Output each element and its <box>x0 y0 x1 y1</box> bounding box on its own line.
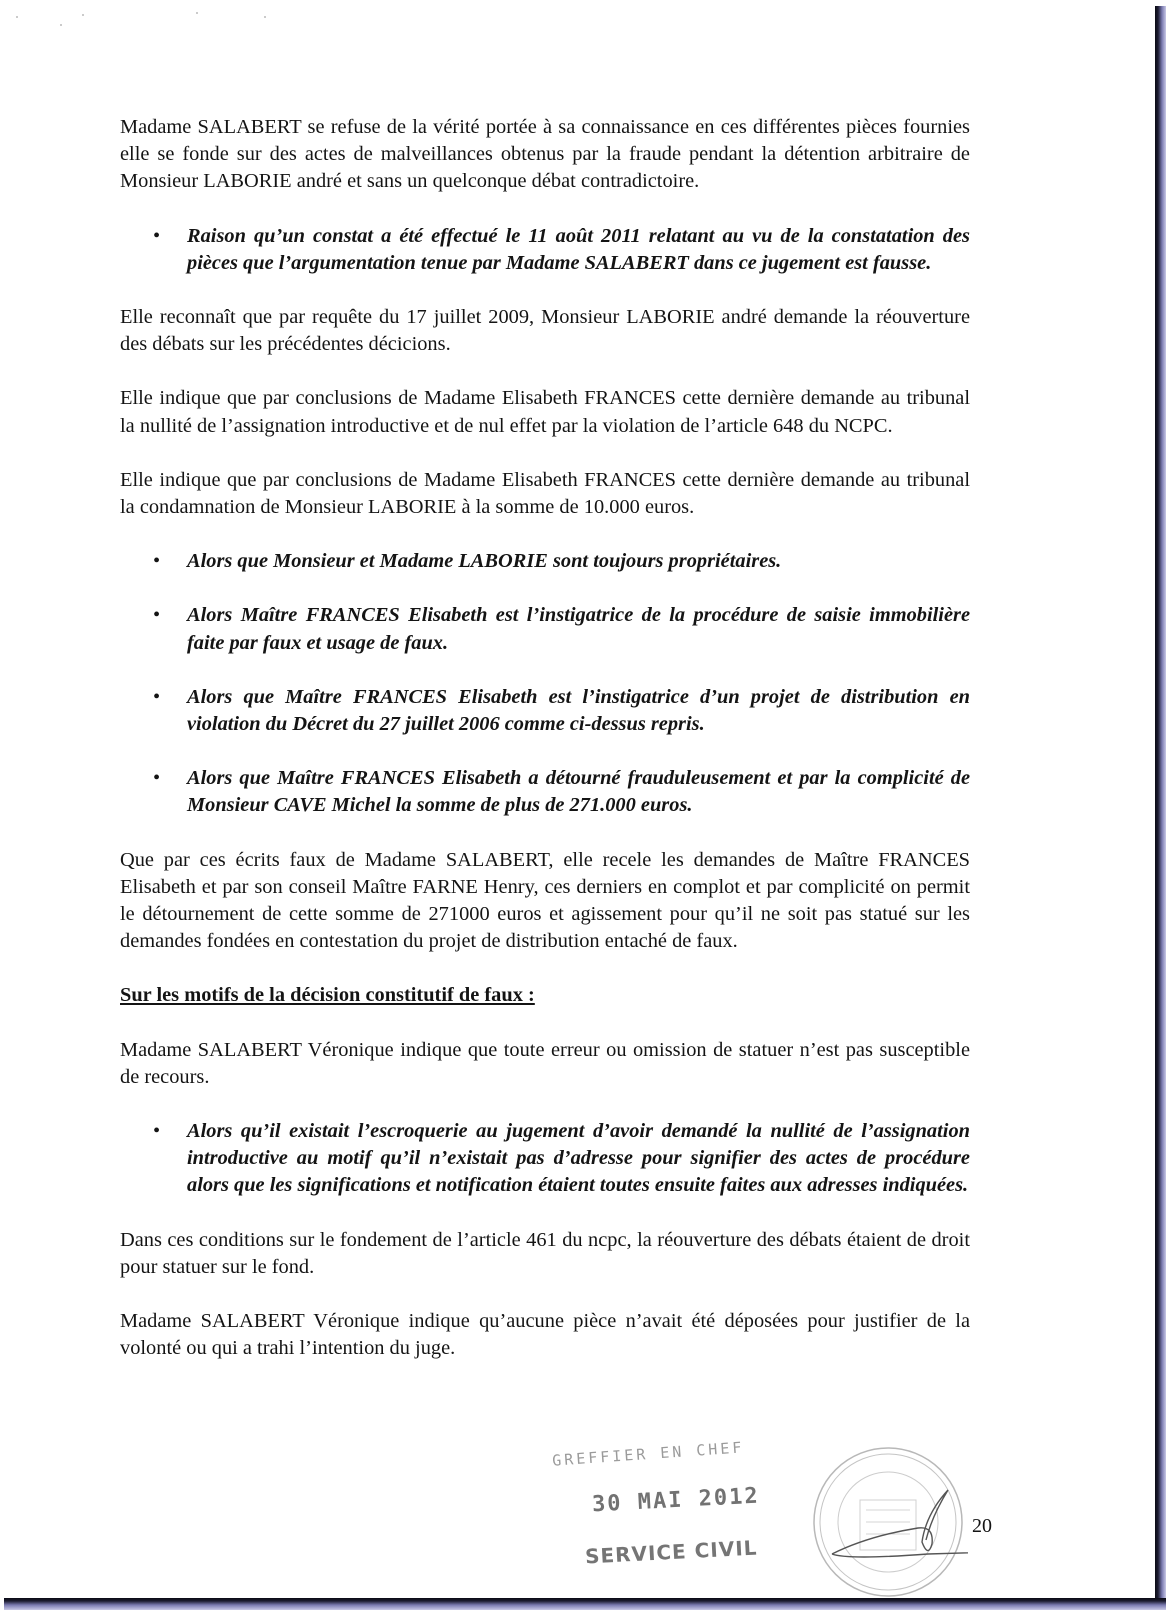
page-number: 20 <box>972 1515 992 1537</box>
bullet-text: Alors Maître FRANCES Elisabeth est l’instigatrice de la procédure de saisie immobilière faite par faux et usage de faux. <box>187 604 970 654</box>
scan-speck <box>196 12 198 14</box>
paragraph-conclusions-nullite: Elle indique que par conclusions de Madame Elisabeth FRANCES cette dernière demande au tribunal la nullité de l’assignation introductive et de nul effet par la violation de l’article 648 du NCPC. <box>120 387 970 437</box>
bullet-icon: • <box>153 767 161 790</box>
stamp-greffier-en-chef: GREFFIER EN CHEF <box>551 1438 745 1470</box>
bullet-item <box>120 548 970 575</box>
bullet-item <box>120 765 970 819</box>
section-heading-motifs: Sur les motifs de la décision constitutif de faux : <box>120 984 535 1007</box>
bullet-item <box>120 223 970 277</box>
bullet-list-alors <box>120 548 970 819</box>
scan-speck <box>16 16 18 18</box>
paragraph-salabert-refus: Madame SALABERT se refuse de la vérité portée à sa connaissance en ces différentes pièces fournies elle se fonde sur des actes de malveillances obtenus par la fraude pendant la détention arbitraire de Monsieur LABORIE andré et sans un quelconque débat contradictoire. <box>120 116 970 193</box>
bullet-icon: • <box>153 685 161 708</box>
stamp-date: 30 MAI 2012 <box>591 1483 761 1518</box>
paragraph-ecrits-faux: Que par ces écrits faux de Madame SALABERT, elle recele les demandes de Maître FRANCES Elisabeth et par son conseil Maître FARNE Henry, ces derniers en complot et par complicité on permit le détournement de cette somme de 271000 euros et agissement pour qu’il ne soit pas statué sur les demandes fondées en contestation du projet de distribution entaché de faux. <box>120 848 970 953</box>
bullet-text: Alors que Maître FRANCES Elisabeth est l’instigatrice d’un projet de distribution en violation du Décret du 27 juillet 2006 comme ci-dessus repris. <box>187 685 970 736</box>
scan-speck <box>82 14 84 16</box>
bullet-item <box>120 1118 970 1200</box>
bullet-icon: • <box>153 224 161 247</box>
stamp-service-civil: SERVICE CIVIL <box>584 1535 758 1569</box>
bullet-list-escroquerie <box>120 1118 970 1200</box>
document-body <box>120 114 970 1390</box>
scan-speck <box>60 24 62 26</box>
paragraph-conclusions-condamnation: Elle indique que par conclusions de Madame Elisabeth FRANCES cette dernière demande au tribunal la condamnation de Monsieur LABORIE à la somme de 10.000 euros. <box>120 468 970 519</box>
bullet-icon: • <box>153 604 161 627</box>
paragraph-erreur-omission: Madame SALABERT Véronique indique que toute erreur ou omission de statuer n’est pas susceptible de recours. <box>120 1038 970 1088</box>
paragraph-aucune-piece: Madame SALABERT Véronique indique qu’aucune pièce n’avait été déposées pour justifier de la volonté ou qui a trahi l’intention du juge. <box>120 1310 970 1360</box>
bullet-list-constat <box>120 223 970 277</box>
bullet-text: Alors qu’il existait l’escroquerie au jugement d’avoir demandé la nullité de l’assignation introductive au motif qu’il n’existait pas d’adresse pour signifier des actes de procédure alors que les significations et notification étaient toutes ensuite faites aux adresses indiquées. <box>187 1120 970 1197</box>
paragraph-article-461: Dans ces conditions sur le fondement de l’article 461 du ncpc, la réouverture des débats étaient de droit pour statuer sur le fond. <box>120 1228 970 1278</box>
bullet-text: Alors que Maître FRANCES Elisabeth a détourné frauduleusement et par la complicité de Monsieur CAVE Michel la somme de plus de 271.000 euros. <box>187 767 970 817</box>
bullet-item <box>120 684 970 738</box>
bullet-item <box>120 602 970 656</box>
bullet-text: Alors que Monsieur et Madame LABORIE sont toujours propriétaires. <box>187 550 782 573</box>
court-seal-icon <box>808 1440 968 1600</box>
bullet-text: Raison qu’un constat a été effectué le 11 août 2011 relatant au vu de la constatation des pièces que l’argumentation tenue par Madame SALABERT dans ce jugement est fausse. <box>187 224 970 274</box>
scan-speck <box>264 16 266 18</box>
paragraph-requete: Elle reconnaît que par requête du 17 juillet 2009, Monsieur LABORIE andré demande la réouverture des débats sur les précédentes décicions. <box>120 306 970 356</box>
page-shadow-right <box>1155 6 1166 1610</box>
bullet-icon: • <box>153 550 161 573</box>
bullet-icon: • <box>153 1120 161 1143</box>
page-shadow-bottom <box>4 1598 1166 1610</box>
